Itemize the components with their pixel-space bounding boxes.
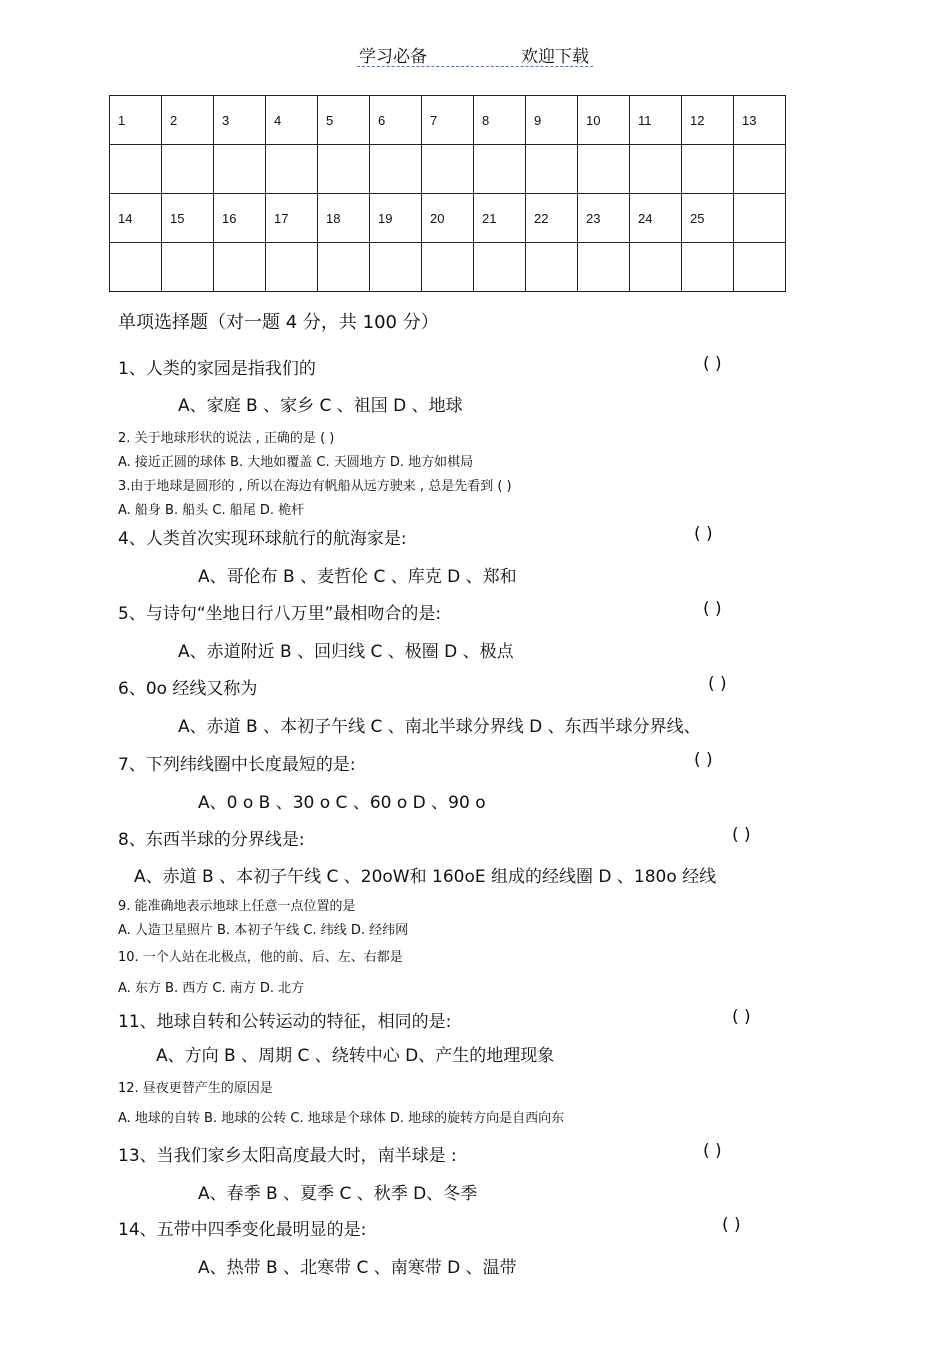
question-options: A、春季 B 、夏季 C 、秋季 D、冬季	[198, 1184, 478, 1204]
answer-cell[interactable]	[734, 145, 786, 194]
answer-parenthesis[interactable]: ( )	[732, 825, 751, 845]
question-options: A. 人造卫星照片 B. 本初子午线 C. 纬线 D. 经纬网	[118, 923, 409, 938]
question-stem: 10. 一个人站在北极点，他的前、后、左、右都是	[118, 950, 403, 965]
answer-number: 19	[370, 194, 422, 243]
answer-cell[interactable]	[110, 243, 162, 292]
answer-cell[interactable]	[162, 145, 214, 194]
answer-number: 17	[266, 194, 318, 243]
question-stem: 4、人类首次实现环球航行的航海家是:	[118, 529, 407, 549]
answer-cell[interactable]	[630, 145, 682, 194]
answer-number: 21	[474, 194, 526, 243]
question-stem: 1、人类的家园是指我们的	[118, 359, 316, 379]
answer-number: 8	[474, 96, 526, 145]
question-stem: 12. 昼夜更替产生的原因是	[118, 1081, 273, 1096]
answer-cell[interactable]	[682, 243, 734, 292]
answer-number	[734, 194, 786, 243]
answer-number-row	[110, 194, 786, 243]
answer-cell[interactable]	[266, 145, 318, 194]
answer-number: 9	[526, 96, 578, 145]
answer-cell[interactable]	[214, 145, 266, 194]
answer-cell[interactable]	[474, 145, 526, 194]
answer-number: 15	[162, 194, 214, 243]
answer-cell[interactable]	[370, 145, 422, 194]
question-options: A、热带 B 、北寒带 C 、南寒带 D 、温带	[198, 1258, 517, 1278]
question-stem: 11、地球自转和公转运动的特征，相同的是:	[118, 1012, 452, 1032]
answer-number: 13	[734, 96, 786, 145]
question-options: A、赤道 B 、本初子午线 C 、20oW和 160oE 组成的经线圈 D 、180o 经线	[134, 867, 717, 887]
answer-cell[interactable]	[214, 243, 266, 292]
answer-cell[interactable]	[526, 145, 578, 194]
question-stem: 9. 能准确地表示地球上任意一点位置的是	[118, 899, 356, 914]
question-options: A. 东方 B. 西方 C. 南方 D. 北方	[118, 981, 305, 996]
section-title: 单项选择题（对一题 4 分，共 100 分）	[118, 312, 439, 333]
question-options: A. 船身 B. 船头 C. 船尾 D. 桅杆	[118, 503, 305, 518]
answer-number: 14	[110, 194, 162, 243]
answer-number: 16	[214, 194, 266, 243]
answer-cell[interactable]	[422, 145, 474, 194]
answer-cell[interactable]	[682, 145, 734, 194]
answer-cell[interactable]	[162, 243, 214, 292]
answer-cell[interactable]	[266, 243, 318, 292]
question-options: A. 地球的自转 B. 地球的公转 C. 地球是个球体 D. 地球的旋转方向是自西向东	[118, 1111, 565, 1126]
answer-parenthesis[interactable]: ( )	[722, 1215, 741, 1235]
answer-number: 22	[526, 194, 578, 243]
answer-cell[interactable]	[318, 145, 370, 194]
question-stem: 5、与诗句“坐地日行八万里”最相吻合的是:	[118, 604, 442, 624]
answer-number: 1	[110, 96, 162, 145]
answer-parenthesis[interactable]: ( )	[732, 1007, 751, 1027]
answer-cell[interactable]	[110, 145, 162, 194]
question-options: A、赤道 B 、本初子午线 C 、南北半球分界线 D 、东西半球分界线、	[178, 717, 701, 737]
answer-blank-row	[110, 145, 786, 194]
answer-parenthesis[interactable]: ( )	[694, 750, 713, 770]
question-options: A、家庭 B 、家乡 C 、祖国 D 、地球	[178, 396, 463, 416]
answer-number: 6	[370, 96, 422, 145]
question-stem: 7、下列纬线圈中长度最短的是:	[118, 755, 356, 775]
answer-parenthesis[interactable]: ( )	[703, 354, 722, 374]
answer-number: 7	[422, 96, 474, 145]
question-options: A、方向 B 、周期 C 、绕转中心 D、产生的地理现象	[156, 1046, 555, 1066]
answer-number: 3	[214, 96, 266, 145]
answer-cell[interactable]	[734, 243, 786, 292]
answer-number: 10	[578, 96, 630, 145]
question-options: A. 接近正圆的球体 B. 大地如覆盖 C. 天圆地方 D. 地方如棋局	[118, 455, 474, 470]
page-header	[357, 40, 593, 67]
header-right: 欢迎下载	[521, 47, 589, 67]
question-stem: 8、东西半球的分界线是:	[118, 830, 305, 850]
answer-number: 20	[422, 194, 474, 243]
answer-number: 12	[682, 96, 734, 145]
answer-table	[109, 95, 786, 292]
answer-number: 4	[266, 96, 318, 145]
question-stem: 13、当我们家乡太阳高度最大时，南半球是 :	[118, 1146, 457, 1166]
answer-number: 11	[630, 96, 682, 145]
answer-cell[interactable]	[474, 243, 526, 292]
question-options: A、0 o B 、30 o C 、60 o D 、90 o	[198, 793, 486, 813]
question-options: A、哥伦布 B 、麦哲伦 C 、库克 D 、郑和	[198, 567, 517, 587]
question-options: A、赤道附近 B 、回归线 C 、极圈 D 、极点	[178, 642, 514, 662]
answer-cell[interactable]	[630, 243, 682, 292]
answer-number: 25	[682, 194, 734, 243]
answer-cell[interactable]	[578, 145, 630, 194]
answer-parenthesis[interactable]: ( )	[703, 1141, 722, 1161]
answer-cell[interactable]	[526, 243, 578, 292]
answer-number: 24	[630, 194, 682, 243]
answer-number: 18	[318, 194, 370, 243]
answer-cell[interactable]	[422, 243, 474, 292]
answer-cell[interactable]	[370, 243, 422, 292]
question-stem: 2. 关于地球形状的说法 , 正确的是 ( )	[118, 431, 335, 446]
answer-cell[interactable]	[578, 243, 630, 292]
answer-number: 5	[318, 96, 370, 145]
answer-number: 2	[162, 96, 214, 145]
answer-number: 23	[578, 194, 630, 243]
answer-parenthesis[interactable]: ( )	[694, 524, 713, 544]
question-stem: 3.由于地球是圆形的 , 所以在海边有帆船从远方驶来 , 总是先看到 ( )	[118, 479, 512, 494]
question-stem: 6、0o 经线又称为	[118, 679, 258, 699]
answer-number-row	[110, 96, 786, 145]
answer-cell[interactable]	[318, 243, 370, 292]
header-left: 学习必备	[359, 47, 427, 67]
answer-parenthesis[interactable]: ( )	[703, 599, 722, 619]
question-stem: 14、五带中四季变化最明显的是:	[118, 1220, 367, 1240]
answer-blank-row	[110, 243, 786, 292]
answer-parenthesis[interactable]: ( )	[708, 674, 727, 694]
